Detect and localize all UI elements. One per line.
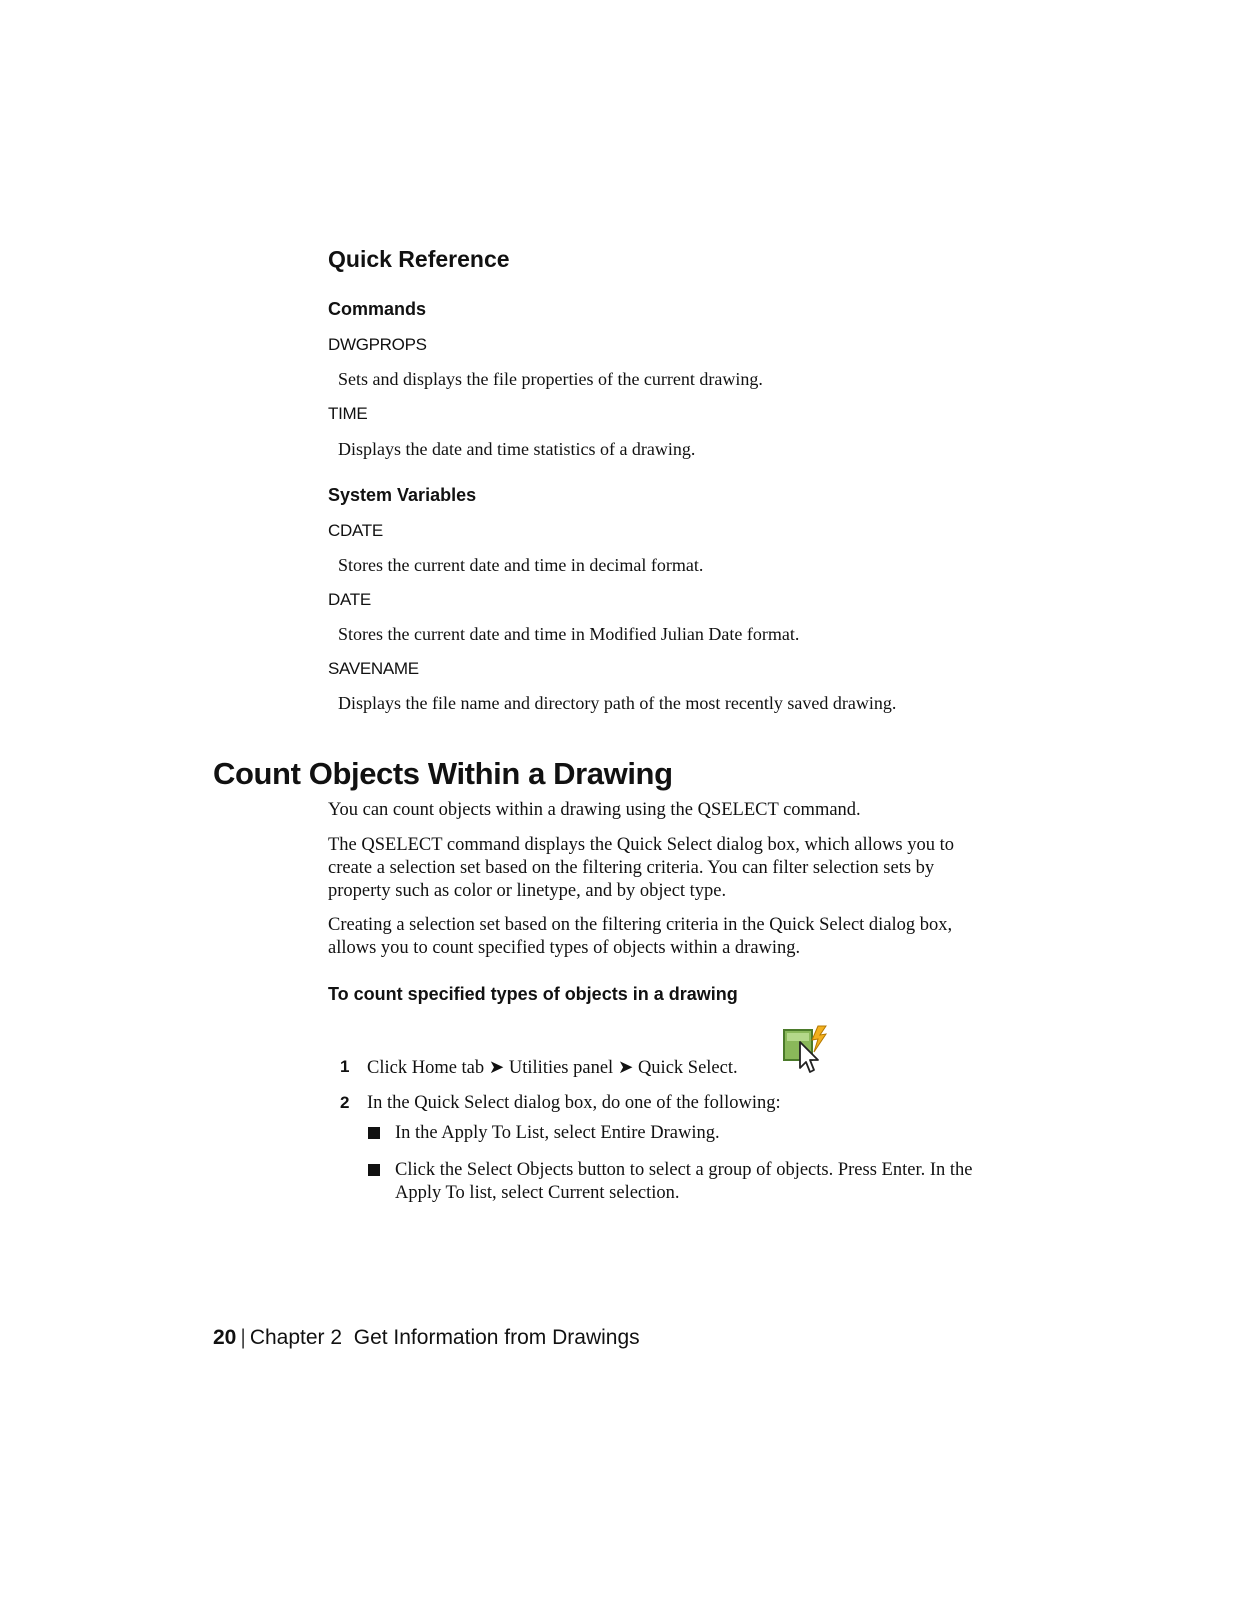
quick-select-icon xyxy=(782,1024,832,1074)
command-term: TIME xyxy=(328,404,368,423)
sysvar-term: SAVENAME xyxy=(328,659,419,678)
sysvar-description: Stores the current date and time in Modified Julian Date format. xyxy=(338,624,800,644)
system-variables-heading: System Variables xyxy=(328,485,477,505)
sysvar-term-wrap xyxy=(328,659,978,679)
sysvar-desc-wrap xyxy=(328,624,978,645)
command-term: DWGPROPS xyxy=(328,335,427,354)
qselect-paragraph-wrap xyxy=(328,834,978,903)
body-paragraph: You can count objects within a drawing using the QSELECT command. xyxy=(328,800,861,820)
sysvars-heading-wrap xyxy=(328,485,978,506)
sysvar-description: Stores the current date and time in decimal format. xyxy=(338,555,704,575)
bullet-text: In the Apply To List, select Entire Drawing. xyxy=(395,1123,720,1143)
commands-heading: Commands xyxy=(328,299,427,319)
body-paragraph: Creating a selection set based on the filtering criteria in the Quick Select dialog box, allows you to count specified types of objects within a drawing. xyxy=(328,915,953,958)
command-desc-wrap xyxy=(328,369,978,390)
step-text: Click Home tab ➤ Utilities panel ➤ Quick Select. xyxy=(367,1058,738,1078)
command-desc-wrap xyxy=(328,439,978,460)
step-number: 1 xyxy=(340,1057,350,1076)
intro-paragraph-wrap xyxy=(328,799,978,822)
body-paragraph: The QSELECT command displays the Quick Select dialog box, which allows you to create a selection set based on the filtering criteria. You can filter selection sets by property such as color or linetype, and by object type. xyxy=(328,835,954,901)
square-bullet-icon xyxy=(368,1164,380,1176)
sysvar-desc-wrap xyxy=(328,693,978,714)
page-number: 20 xyxy=(213,1326,237,1349)
step-text: In the Quick Select dialog box, do one of the following: xyxy=(367,1093,781,1113)
footer-separator: | xyxy=(240,1326,246,1349)
command-description: Displays the date and time statistics of a drawing. xyxy=(338,439,696,459)
bullet-text: Click the Select Objects button to select a group of objects. Press Enter. In the Apply To list, select Current selection. xyxy=(395,1160,973,1203)
procedure-heading: To count specified types of objects in a drawing xyxy=(328,984,738,1004)
commands-heading-wrap xyxy=(328,299,978,320)
page-footer xyxy=(213,1326,640,1350)
sysvar-term-wrap xyxy=(328,590,978,610)
chapter-label: Chapter 2 xyxy=(249,1326,343,1349)
procedure-heading-wrap xyxy=(328,984,978,1005)
chapter-title: Get Information from Drawings xyxy=(353,1326,640,1349)
sysvar-term: CDATE xyxy=(328,521,383,540)
square-bullet-icon xyxy=(368,1127,380,1139)
section-title: Count Objects Within a Drawing xyxy=(213,756,673,791)
sysvar-description: Displays the file name and directory path of the most recently saved drawing. xyxy=(338,693,897,713)
command-term-wrap xyxy=(328,404,978,424)
selection-paragraph-wrap xyxy=(328,914,978,960)
sysvar-term-wrap xyxy=(328,521,978,541)
sysvar-term: DATE xyxy=(328,590,371,609)
command-term-wrap xyxy=(328,335,978,355)
sysvar-desc-wrap xyxy=(328,555,978,576)
step-number: 2 xyxy=(340,1093,350,1112)
command-description: Sets and displays the file properties of the current drawing. xyxy=(338,369,763,389)
quick-reference-heading: Quick Reference xyxy=(328,246,510,272)
